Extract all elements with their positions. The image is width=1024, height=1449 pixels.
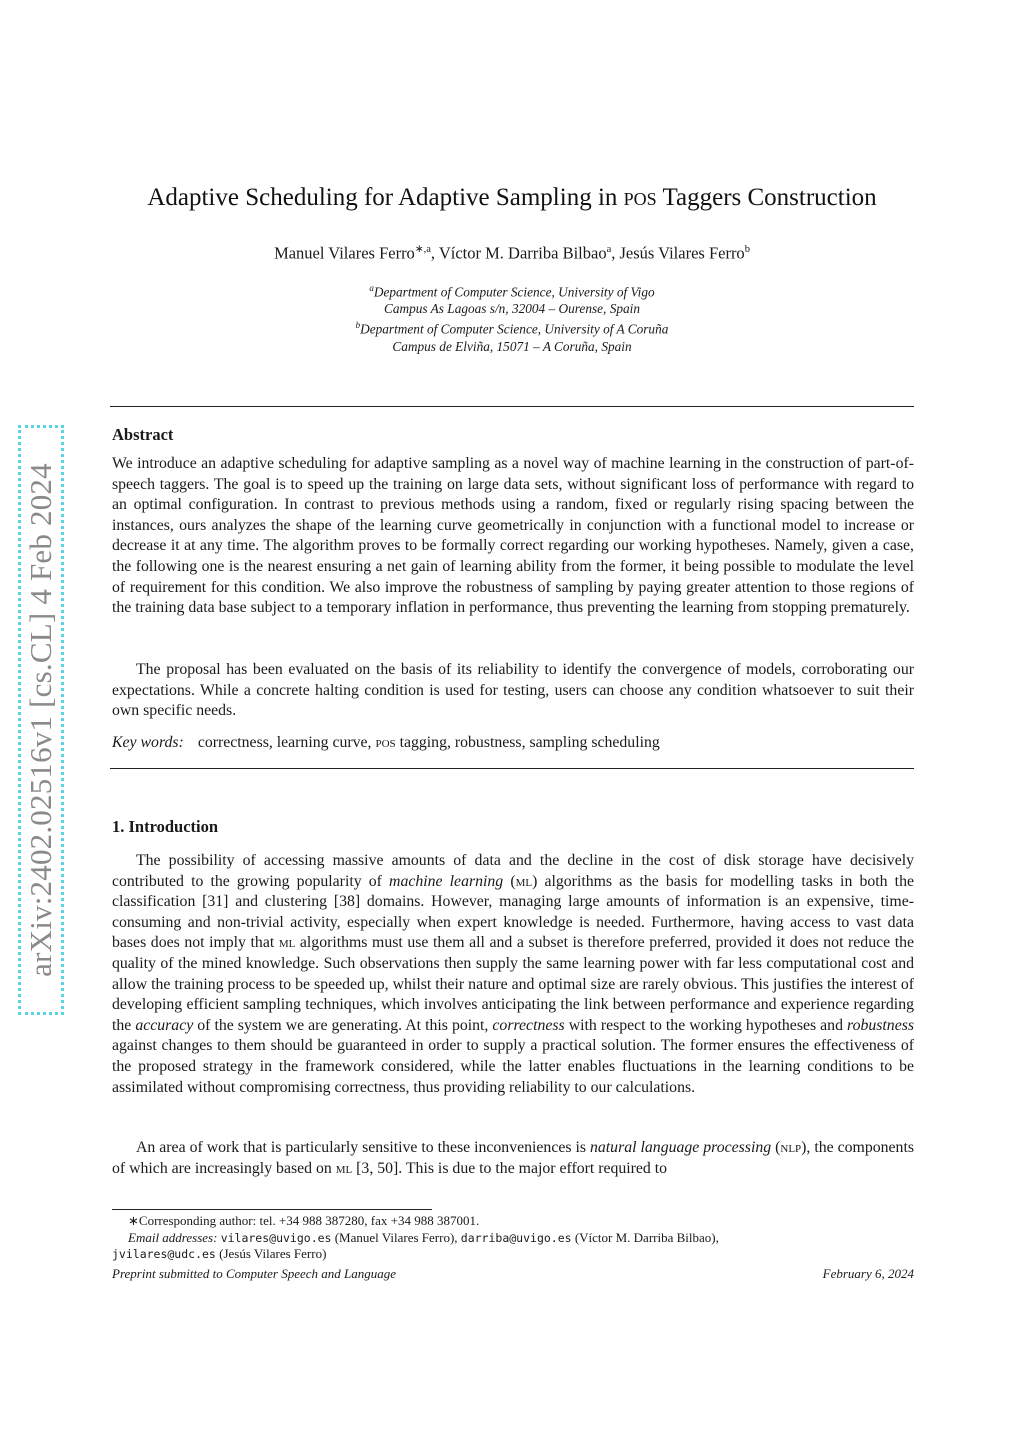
affiliation-b-mark: b: [355, 320, 361, 331]
footnote-emails: Email addresses: vilares@uvigo.es (Manuel Vilares Ferro), darriba@uvigo.es (Víctor M. Darriba Bilbao),: [128, 1229, 719, 1245]
affiliation-a-line-2: Campus As Lagoas s/n, 32004 – Ourense, Spain: [384, 301, 640, 317]
email-link-3[interactable]: jvilares@udc.es: [112, 1247, 216, 1261]
abstract-paragraph-1: We introduce an adaptive scheduling for adaptive sampling as a novel way of machine learning in the construction of part-of-speech taggers. The goal is to speed up the training on large data sets, without significant loss of performance with regard to an optimal configuration. In contrast to previous methods using a random, fixed or regularly rising spacing between the instances, ours analyzes the shape of the learning curve geometrically in conjunction with a functional model to increase or decrease it at any time. The algorithm proves to be formally correct regarding our working hypotheses. Namely, given a case, the following one is the nearest ensuring a net gain of learning ability from the former, it being possible to modulate the level of requirement for this condition. We also improve the robustness of sampling by paying greater attention to those regions of the training data base subject to a temporary inflation in performance, thus preventing the learning from stopping prematurely.: [112, 455, 914, 617]
intro-paragraph-2: An area of work that is particularly sensitive to these inconveniences is natural language processing (nlp), the components of which are increasingly based on ml [3, 50]. This is due to the major effort required to: [112, 1139, 914, 1177]
author-1: Manuel Vilares Ferro: [274, 243, 415, 263]
author-2-mark: a: [606, 244, 612, 255]
keywords-part-2: tagging, robustness, sampling scheduling: [395, 734, 660, 751]
keywords-pos-abbrev: pos: [375, 734, 396, 751]
section-heading-introduction: 1. Introduction: [112, 817, 219, 836]
paper-title: [110, 184, 914, 212]
affiliations: [110, 280, 914, 355]
author-3: , Jesús Vilares Ferro: [611, 243, 745, 263]
title-part-2: Taggers Construction: [656, 184, 877, 211]
title-part-1: Adaptive Scheduling for Adaptive Sampling in: [147, 184, 624, 211]
author-1-mark: ∗,a: [414, 244, 431, 255]
affiliation-a-mark: a: [369, 283, 374, 293]
keywords-label: Key words:: [112, 734, 184, 751]
affiliation-a-line-1: [110, 280, 914, 300]
author-3-mark: b: [744, 244, 750, 255]
affiliation-b-line-1: [110, 317, 914, 337]
footnote-rule: [112, 1209, 432, 1210]
author-list: [110, 243, 914, 264]
footnotes: [112, 1213, 914, 1263]
footnote-emails-cont: jvilares@udc.es (Jesús Vilares Ferro): [112, 1246, 327, 1261]
affiliation-b-dept: Department of Computer Science, University of A Coruña: [360, 321, 669, 337]
abstract-bottom-rule: [110, 768, 914, 769]
footnote-corresponding: ∗Corresponding author: tel. +34 988 387280, fax +34 988 387001.: [128, 1213, 480, 1228]
keywords-part-1: correctness, learning curve,: [197, 734, 376, 751]
email-link-1[interactable]: vilares@uvigo.es: [220, 1230, 332, 1245]
preprint-note: Preprint submitted to Computer Speech and Language: [112, 1266, 397, 1281]
affiliation-a-dept: Department of Computer Science, University of Vigo: [373, 284, 655, 300]
abstract-top-rule: [110, 406, 914, 407]
abstract-paragraph-2: The proposal has been evaluated on the basis of its reliability to identify the convergence of models, corroborating our expectations. While a concrete halting condition is used for testing, users can choose any condition whatsoever to suit their own specific needs.: [112, 661, 914, 720]
intro-paragraph-1: The possibility of accessing massive amounts of data and the decline in the cost of disk storage have decisively contributed to the growing popularity of machine learning (ml) algorithms as the basis for modelling tasks in both the classification [31] and clustering [38] domains. However, managing large amounts of information is an expensive, time-consuming and non-trivial activity, especially when expert knowledge is needed. Furthermore, having access to vast data bases does not imply that ml algorithms must use them all and a subset is therefore preferred, provided it does not reduce the quality of the mined knowledge. Such observations then supply the same learning power with far less computational cost and allow the training process to be speeded up, whilst their nature and optimal size are rarely obvious. This justifies the interest of developing efficient sampling techniques, which involves anticipating the link between performance and experience regarding the accuracy of the system we are generating. At this point, correctness with respect to the working hypotheses and robustness against changes to them should be guaranteed in order to supply a practical solution. The former ensures the effectiveness of the proposed strategy in the framework considered, while the latter enables fluctuations in the learning conditions to be assimilated without compromising correctness, thus providing reliability to our calculations.: [112, 852, 915, 1096]
email-label: Email addresses:: [128, 1229, 218, 1245]
email-link-2[interactable]: darriba@uvigo.es: [460, 1230, 572, 1245]
author-2: , Víctor M. Darriba Bilbao: [430, 243, 607, 263]
preprint-date: February 6, 2024: [822, 1266, 914, 1281]
affiliation-b-line-2: Campus de Elviña, 15071 – A Coruña, Spain: [392, 338, 632, 354]
arxiv-stamp: [18, 425, 64, 1015]
arxiv-id[interactable]: arXiv:2402.02516v1 [cs.CL] 4 Feb 2024: [23, 463, 58, 977]
keywords: [112, 734, 660, 752]
title-pos-abbrev: pos: [623, 184, 657, 211]
abstract-heading: Abstract: [112, 425, 174, 444]
